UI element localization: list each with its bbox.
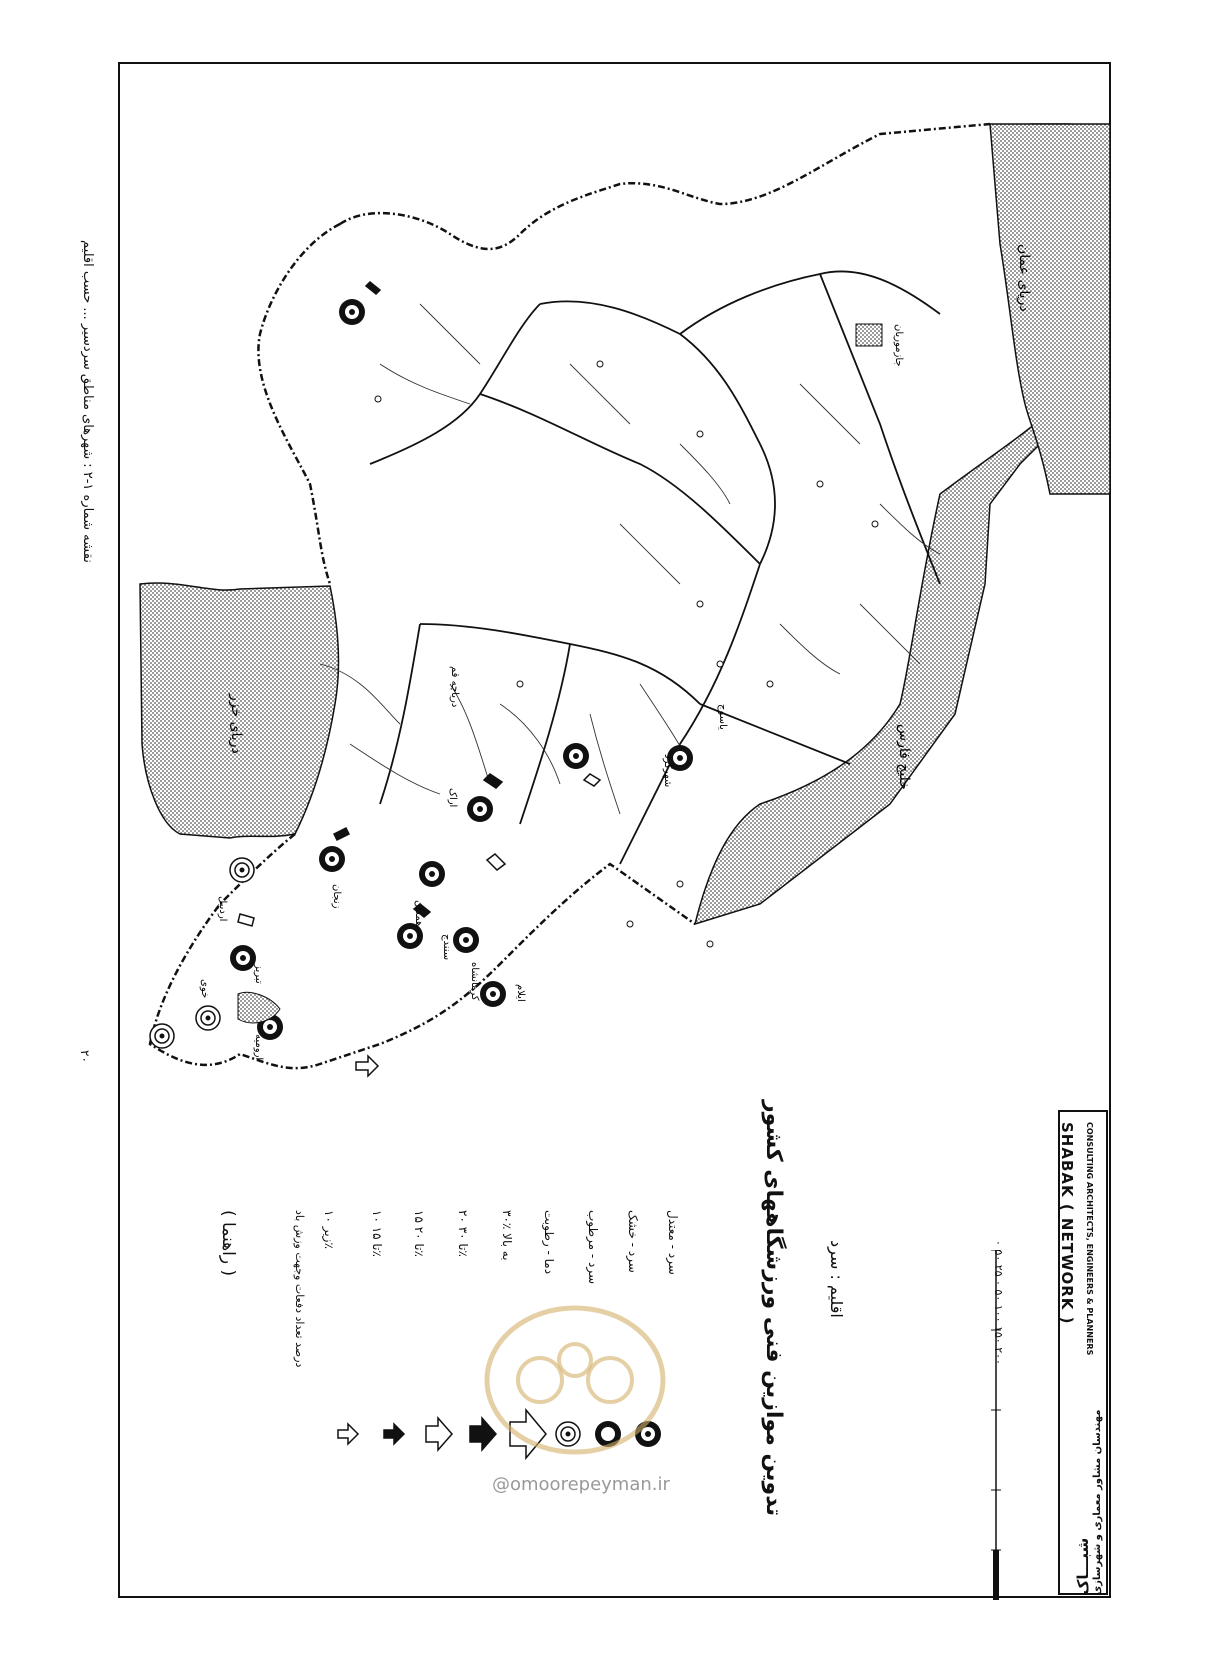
concentric-circle-icon: [150, 1024, 174, 1048]
wind-arrow-icon: [356, 1056, 378, 1076]
figure-caption: نقشه شماره ۱-۲ : شهرهای مناطق سردسیر ... حسب اقلیم: [80, 240, 95, 563]
wind-arrow-icon: [366, 282, 380, 294]
svg-text:اراک: اراک: [447, 788, 458, 808]
bold-ring-icon: [230, 945, 256, 971]
bold-ring-icon: [397, 923, 423, 949]
wind-arrow-icon: [334, 828, 349, 840]
svg-text:شهرکرد: شهرکرد: [662, 754, 673, 788]
county-boundaries: [320, 304, 940, 814]
climate-label: اقلیم : سرد: [827, 1240, 846, 1318]
publisher-name-en: SHABAK ( NETWORK ): [1058, 1122, 1076, 1325]
svg-text:جازموریان: جازموریان: [893, 324, 904, 367]
legend-wind-heading: درصد تعداد دفعات وجهت وزش باد: [293, 1210, 306, 1368]
svg-text:اردبیل: اردبیل: [217, 896, 228, 922]
bold-ring-icon: [480, 981, 506, 1007]
svg-text:یاسوج: یاسوج: [717, 704, 728, 730]
bold-ring-icon: [467, 796, 493, 822]
svg-text:کرمانشاه: کرمانشاه: [469, 962, 480, 1001]
concentric-circle-icon: [230, 858, 254, 882]
wind-arrow-icon: [484, 774, 502, 788]
svg-text:دریاچه قم: دریاچه قم: [449, 666, 460, 708]
legend-climate-item: سرد - خشک: [626, 1210, 640, 1273]
persian-gulf-label: خلیج فارس: [896, 724, 912, 790]
svg-text:خوی: خوی: [199, 979, 210, 999]
legend-climate-item: سرد - معتدل: [666, 1210, 680, 1275]
concentric-circle-icon: [196, 1006, 220, 1030]
small-arrow-filled-icon: [384, 1424, 404, 1444]
publisher-name-fa: شبـــاک: [1074, 1537, 1092, 1595]
svg-text:زنجان: زنجان: [331, 884, 342, 909]
legend-climate-item: دما - رطوبت: [542, 1210, 556, 1275]
oman-sea-label: دریای عمان: [1016, 244, 1032, 312]
bold-ring-icon: [339, 299, 365, 325]
wind-arrow-icon: [584, 774, 600, 786]
jazmurian-lake: [856, 324, 882, 346]
wind-arrow-icon: [487, 854, 505, 870]
medium-arrow-outline-icon: [426, 1418, 452, 1450]
wind-arrow-icon: [238, 914, 254, 926]
document-title: تدوین موازین فنی ورزشگاههای کشور: [761, 1100, 786, 1517]
iran-map: [120, 64, 1110, 1104]
legend-wind-item: ۱۵ تا ۲۰٪: [412, 1210, 426, 1257]
legend-heading: ( راهنما ): [218, 1210, 238, 1277]
svg-text:همدان: همدان: [413, 900, 424, 927]
small-arrow-outline-icon: [338, 1424, 358, 1444]
legend-wind-item: زیر ۱۰٪: [322, 1210, 336, 1249]
svg-text:ایلام: ایلام: [515, 984, 526, 1002]
publisher-tagline-en: CONSULTING ARCHITECTS, ENGINEERS & PLANNERS: [1085, 1122, 1094, 1356]
legend-wind-item: ۳۰٪ به بالا: [500, 1210, 514, 1261]
bold-ring-icon: [453, 927, 479, 953]
publisher-tagline-fa: مهندسان مشاور معماری و شهرسازی: [1092, 1409, 1103, 1595]
scale-labels: ۰ ۵۰ ۲۵ ۰ ۵۰ ۱۰۰ ۱۵۰ ۲۰۰: [992, 1240, 1005, 1365]
watermark-text: @omoorepeyman.ir: [492, 1474, 670, 1495]
svg-text:ارومیه: ارومیه: [253, 1034, 264, 1061]
svg-text:سنندج: سنندج: [441, 934, 452, 961]
svg-text:تبریز: تبریز: [253, 964, 264, 984]
legend-wind-item: ۱۰ تا ۱۵٪: [370, 1210, 384, 1257]
caspian-label: دریای خزر: [228, 694, 244, 754]
legend-wind-item: ۲۰ تا ۳۰٪: [456, 1210, 470, 1257]
bold-ring-icon: [319, 846, 345, 872]
watermark-logo: [480, 1300, 670, 1460]
oman-sea: [990, 124, 1110, 494]
page-number: ۲۰: [78, 1050, 92, 1063]
bold-ring-icon: [563, 743, 589, 769]
legend-climate-item: سرد - مرطوب: [586, 1210, 600, 1285]
bold-ring-icon: [419, 861, 445, 887]
